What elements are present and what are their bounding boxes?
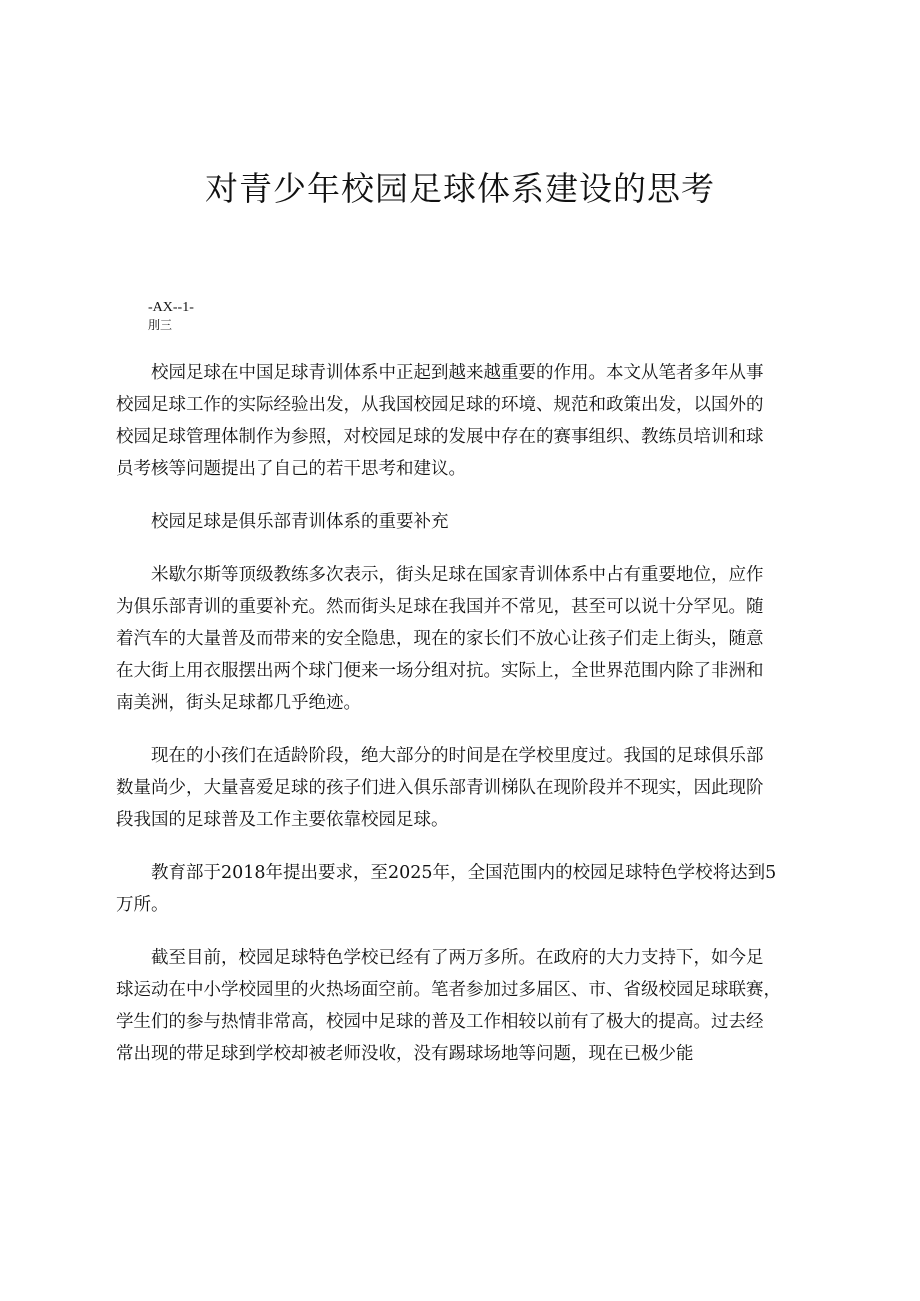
paragraph-4: [116, 857, 816, 921]
paragraph-line: 数量尚少，大量喜爱足球的孩子们进入俱乐部青训梯队在现阶段并不现实，因此现阶: [116, 778, 764, 798]
paragraph-line: 南美洲，街头足球都几乎绝迹。: [116, 693, 361, 713]
paragraph-line: 球运动在中小学校园里的火热场面空前。笔者参加过多届区、市、省级校园足球联赛，: [116, 980, 781, 1000]
paragraph-line: 校园足球工作的实际经验出发，从我国校园足球的环境、规范和政策出发，以国外的: [116, 395, 764, 415]
paragraph-line: 常出现的带足球到学校却被老师没收，没有踢球场地等问题，现在已极少能: [116, 1044, 694, 1064]
document-body: [116, 357, 816, 1091]
paragraph-line: 为俱乐部青训的重要补充。然而街头足球在我国并不常见，甚至可以说十分罕见。随: [116, 597, 764, 617]
paragraph-line: 校园足球在中国足球青训体系中正起到越来越重要的作用。本文从笔者多年从事: [151, 363, 764, 383]
paragraph-line: 现在的小孩们在适龄阶段，绝大部分的时间是在学校里度过。我国的足球俱乐部: [151, 746, 764, 766]
paragraph-line: 在大街上用衣服摆出两个球门便来一场分组对抗。实际上，全世界范围内除了非洲和: [116, 661, 764, 681]
document-code: -AX--1-: [148, 300, 194, 315]
paragraph-3: [116, 740, 816, 836]
paragraph-line: 教育部于2018年提出要求，至2025年，全国范围内的校园足球特色学校将达到5: [151, 863, 777, 883]
paragraph-line: 米歇尔斯等顶级教练多次表示，街头足球在国家青训体系中占有重要地位，应作: [151, 565, 764, 585]
section-heading: [116, 506, 816, 538]
paragraph-line: 万所。: [116, 895, 169, 915]
paragraph-line: 着汽车的大量普及而带来的安全隐患，现在的家长们不放心让孩子们走上街头，随意: [116, 629, 764, 649]
paragraph-line: 校园足球管理体制作为参照，对校园足球的发展中存在的赛事组织、教练员培训和球: [116, 427, 764, 447]
document-title: 对青少年校园足球体系建设的思考: [205, 169, 715, 208]
paragraph-line: 校园足球是俱乐部青训体系的重要补充: [151, 512, 449, 532]
paragraph-line: 截至目前，校园足球特色学校已经有了两万多所。在政府的大力支持下，如今足: [151, 948, 764, 968]
paragraph-line: 员考核等问题提出了自己的若干思考和建议。: [116, 459, 466, 479]
paragraph-line: 段我国的足球普及工作主要依靠校园足球。: [116, 810, 449, 830]
paragraph-1: [116, 357, 816, 485]
paragraph-5: [116, 942, 816, 1070]
document-subtitle: 刖三: [148, 318, 173, 332]
paragraph-line: 学生们的参与热情非常高，校园中足球的普及工作相较以前有了极大的提高。过去经: [116, 1012, 764, 1032]
paragraph-2: [116, 559, 816, 719]
